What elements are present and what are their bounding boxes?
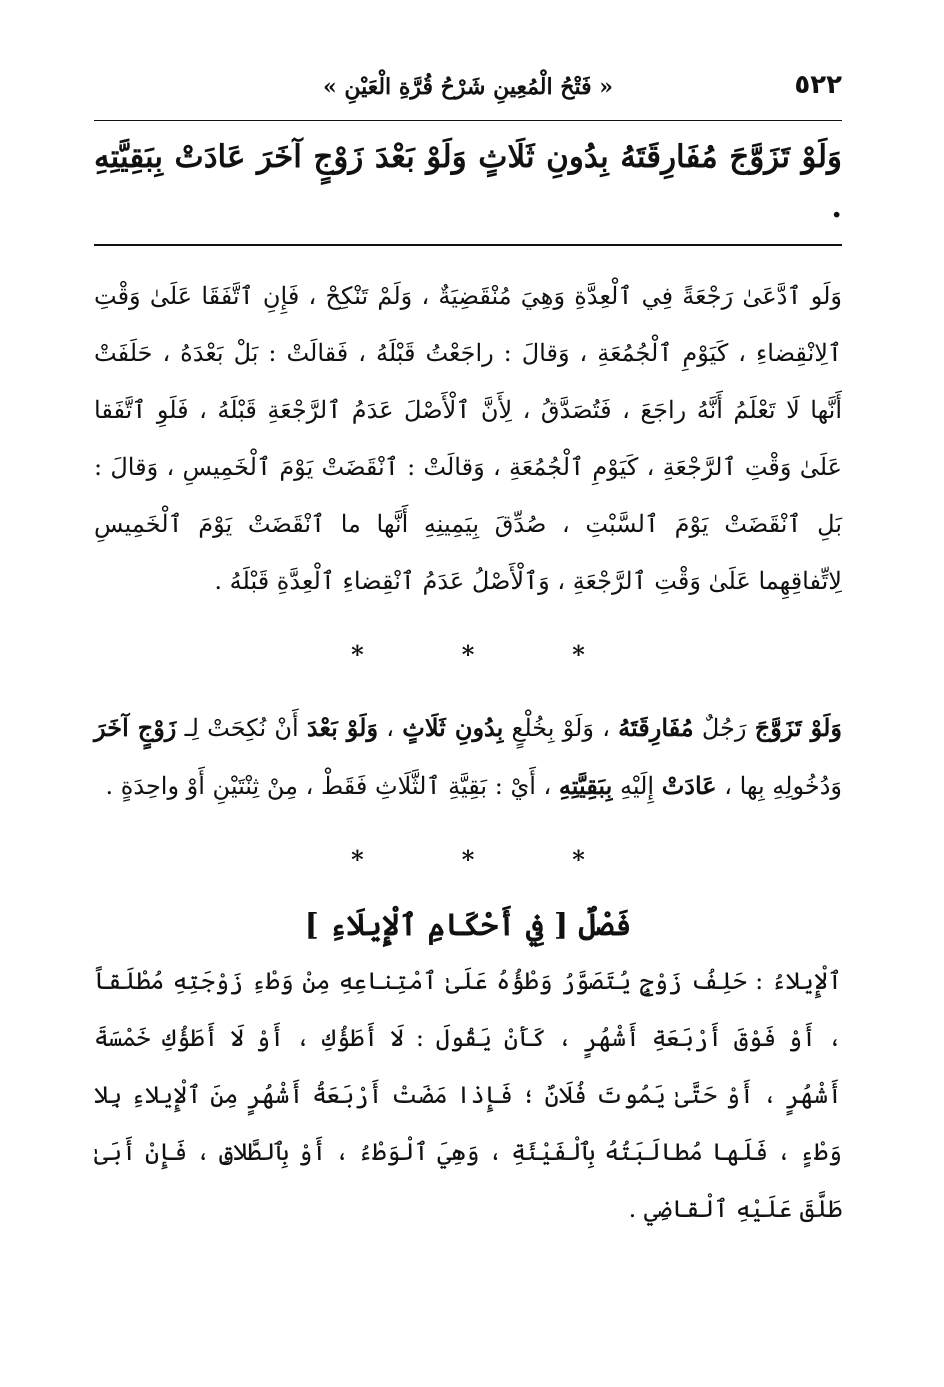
asterisk-ornament: * — [461, 845, 475, 875]
asterisk-ornament: * — [461, 640, 475, 670]
commentary-phrase: أَنْ نُكِحَتْ لِـ — [176, 714, 307, 743]
commentary-phrase: ، وَلَوْ بِخُلْعٍ — [503, 714, 619, 743]
commentary-phrase: ، أَيْ : بَقِيَّةِ ٱلثَّلَاثِ فَقَطْ ، مِنْ ثِنْتَيْنِ أَوْ واحِدَةٍ . — [105, 772, 559, 801]
matn-phrase: وَلَوْ بَعْدَ — [306, 713, 379, 743]
section-divider-1 — [94, 640, 842, 669]
commentary-phrase: إِلَيْهِ — [612, 772, 662, 801]
section-heading: فَصْلٌ [ فِي أَحْكَامِ ٱلْإِيلَاءِ ] — [304, 908, 632, 944]
matn-phrase: زَوْجٍ آخَرَ — [94, 713, 177, 743]
asterisk-ornament: * — [351, 640, 364, 670]
commentary-phrase: رَجُلٌ — [693, 714, 755, 743]
book-title: « فَتْحُ الْمُعِينِ شَرْحُ قُرَّةِ الْعَيْنِ » — [322, 74, 614, 100]
commentary-phrase: وَدُخُولِهِ بِها ، — [716, 772, 842, 801]
page-number: ٥٢٢ — [794, 70, 842, 100]
matn-phrase: مُفَارِقَتَهُ — [618, 713, 694, 743]
matn-phrase: وَلَوْ تَزَوَّجَ — [754, 713, 842, 743]
commentary-paragraph-2 — [94, 699, 842, 815]
section-divider-2 — [94, 845, 842, 874]
matn-separator-rule — [94, 244, 842, 246]
matn-phrase: بِدُونِ ثَلَاثٍ — [402, 713, 504, 743]
book-page — [94, 60, 842, 1238]
asterisk-ornament: * — [572, 845, 585, 875]
commentary-paragraph-1: وَلَو ٱدَّعَىٰ رَجْعَةً فِي ٱلْعِدَّةِ وَهِيَ مُنْقَضِيَةٌ ، وَلَمْ تَنْكِحْ ، فَإِنِ ٱتَّفَقَا عَلَىٰ وَقْتِ ٱلِانْقِضاءِ ، كَيَوْمِ ٱلْجُمُعَةِ ، وَقالَ : راجَعْتُ قَبْلَهُ ، فَقالَتْ : بَلْ بَعْدَهُ ، حَلَفَتْ أَنَّها لَا تَعْلَمُ أَنَّهُ راجَعَ ، فَتُصَدَّقُ ، لِأَنَّ ٱلْأَصْلَ عَدَمُ ٱلرَّجْعَةِ قَبْلَهُ ، فَلَوِ ٱتَّفَقا عَلَىٰ وَقْتِ ٱلرَّجْعَةِ ، كَيَوْمِ ٱلْجُمُعَةِ ، وَقالَتْ : ٱنْقَضَتْ يَوْمَ ٱلْخَمِيسِ ، وَقالَ : بَلِ ٱنْقَضَتْ يَوْمَ ٱلسَّبْتِ ، صُدِّقَ بِيَمِينِهِ أَنَّها ما ٱنْقَضَتْ يَوْمَ ٱلْخَمِيسِ لِاتِّفاقِهِما عَلَىٰ وَقْتِ ٱلرَّجْعَةِ ، وَٱلْأَصْلُ عَدَمُ ٱنْقِضاءِ ٱلْعِدَّةِ قَبْلَهُ . — [94, 282, 842, 596]
asterisk-ornament: * — [572, 640, 585, 670]
commentary-phrase: ، — [378, 714, 403, 743]
matn-phrase: عَادَتْ — [661, 771, 717, 801]
commentary-paragraph-3: ٱلْإِيلاءُ : حَلِفُ زَوْجٍ يُتَصَوَّرُ وَطْؤُهُ عَلَىٰ ٱمْتِناعِهِ مِنْ وَطْءِ زَوْجَتِهِ مُطْلَقاً ، أَوْ فَوْقَ أَرْبَعَةِ أَشْهُرٍ ، كَأَنْ يَقُولَ : لَا أَطَؤُكِ ، أَوْ لَا أَطَؤُكِ خَمْسَةَ أَشْهُرٍ ، أَوْ حَتَّىٰ يَمُوتَ فُلَانٌ ؛ فَإِذا مَضَتْ أَرْبَعَةُ أَشْهُرٍ مِنَ ٱلْإِيلاءِ بِلا وَطْءٍ ، فَلَها مُطالَبَتُهُ بِٱلْفَيْئَةِ ، وَهِيَ ٱلْوَطْءُ ، أَوْ بِٱلطَّلاقِ ، فَإِنْ أَبَىٰ طَلَّقَ عَلَيْهِ ٱلْقاضِي . — [94, 967, 842, 1224]
matn-phrase: بِبَقِيَّتِهِ — [558, 771, 613, 801]
header-rule — [94, 120, 842, 121]
matn-text: وَلَوْ تَزَوَّجَ مُفَارِقَتَهُ بِدُونِ ثَلَاثٍ وَلَوْ بَعْدَ زَوْجٍ آخَرَ عَادَتْ بِبَقِيَّتِهِ . — [94, 139, 842, 225]
asterisk-ornament: * — [351, 845, 364, 875]
running-header — [94, 60, 842, 116]
